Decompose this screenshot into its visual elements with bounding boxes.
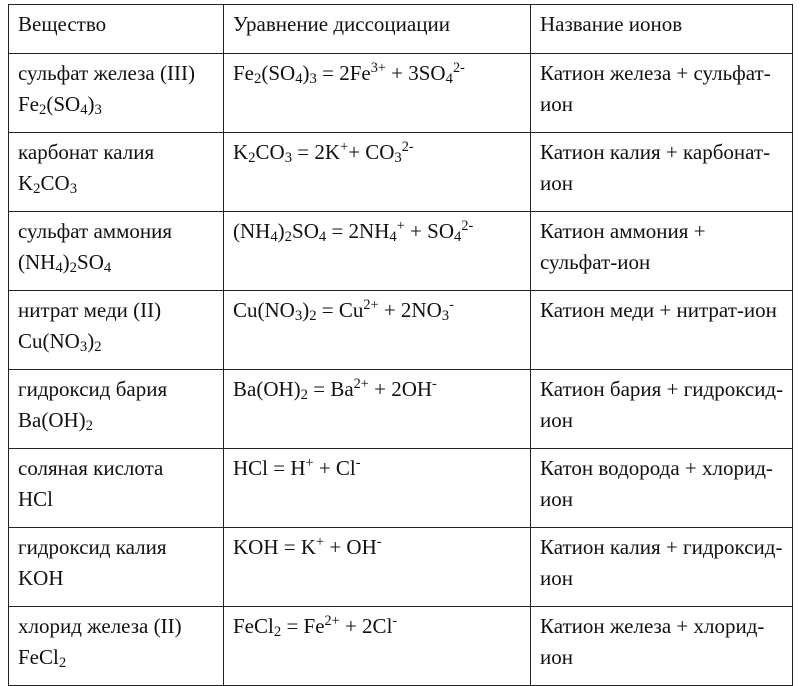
substance-cell xyxy=(9,212,224,291)
ions-cell: Катион железа + сульфат-ион xyxy=(531,54,793,133)
dissociation-table xyxy=(8,4,793,686)
ions-cell: Катион калия + карбонат-ион xyxy=(531,133,793,212)
substance-name: нитрат меди (II) xyxy=(18,298,162,322)
substance-name: сульфат железа (III) xyxy=(18,61,195,85)
equation-cell: $Ba(OH)_2 = Ba^{2+} + 2OH^-$ xyxy=(224,370,531,449)
substance-cell xyxy=(9,133,224,212)
header-equation: Уравнение диссоциации xyxy=(224,5,531,54)
substance-name: карбонат калия xyxy=(18,140,155,164)
substance-formula: KOH xyxy=(18,566,64,590)
table-row xyxy=(9,291,793,370)
substance-formula: $K_2CO_3$ xyxy=(18,171,78,197)
equation-cell: $Cu(NO_3)_2 = Cu^{2+} + 2NO_3^-$ xyxy=(224,291,531,370)
substance-formula: $Cu(NO_3)_2$ xyxy=(18,329,102,355)
ions-cell: Катион аммония + сульфат-ион xyxy=(531,212,793,291)
substance-formula: $(NH_4)_2SO_4$ xyxy=(18,250,112,276)
table-body xyxy=(9,54,793,686)
table-row xyxy=(9,370,793,449)
table-row xyxy=(9,133,793,212)
ions-cell: Катион железа + хлорид-ион xyxy=(531,607,793,686)
substance-formula: FeCl$_2$ xyxy=(18,645,67,671)
substance-cell xyxy=(9,370,224,449)
equation-cell: HCl = H+ + Cl- xyxy=(224,449,531,528)
substance-name: сульфат аммония xyxy=(18,219,173,243)
substance-formula: $Ba(OH)_2$ xyxy=(18,408,93,434)
substance-cell xyxy=(9,607,224,686)
substance-cell xyxy=(9,291,224,370)
ions-cell: Катион меди + нитрат-ион xyxy=(531,291,793,370)
table-row xyxy=(9,54,793,133)
substance-name: хлорид железа (II) xyxy=(18,614,182,638)
table-row xyxy=(9,607,793,686)
table-row xyxy=(9,212,793,291)
substance-name: гидроксид бария xyxy=(18,377,168,401)
header-ions: Название ионов xyxy=(531,5,793,54)
substance-cell xyxy=(9,54,224,133)
header-row xyxy=(9,5,793,54)
header-substance: Вещество xyxy=(9,5,224,54)
substance-formula: HCl xyxy=(18,487,54,511)
table-row xyxy=(9,528,793,607)
equation-cell: KOH = K+ + OH- xyxy=(224,528,531,607)
equation-cell: $Fe_2(SO_4)_3 = 2Fe^{3+} + 3SO_4^{2-}$ xyxy=(224,54,531,133)
equation-cell: $K_2CO_3 = 2K^++ CO_3^{2-}$ xyxy=(224,133,531,212)
ions-cell: Катион калия + гидроксид-ион xyxy=(531,528,793,607)
substance-cell xyxy=(9,528,224,607)
equation-cell: $(NH_4)_2SO_4 = 2NH_4^+ + SO_4^{2-}$ xyxy=(224,212,531,291)
substance-name: гидроксид калия xyxy=(18,535,167,559)
substance-cell xyxy=(9,449,224,528)
ions-cell: Катон водорода + хлорид-ион xyxy=(531,449,793,528)
ions-cell: Катион бария + гидроксид-ион xyxy=(531,370,793,449)
substance-name: соляная кислота xyxy=(18,456,164,480)
equation-cell: FeCl$_2$ = $Fe^{2+} + 2Cl^-$ xyxy=(224,607,531,686)
substance-formula: $Fe_2(SO_4)_3$ xyxy=(18,92,102,118)
table-row xyxy=(9,449,793,528)
